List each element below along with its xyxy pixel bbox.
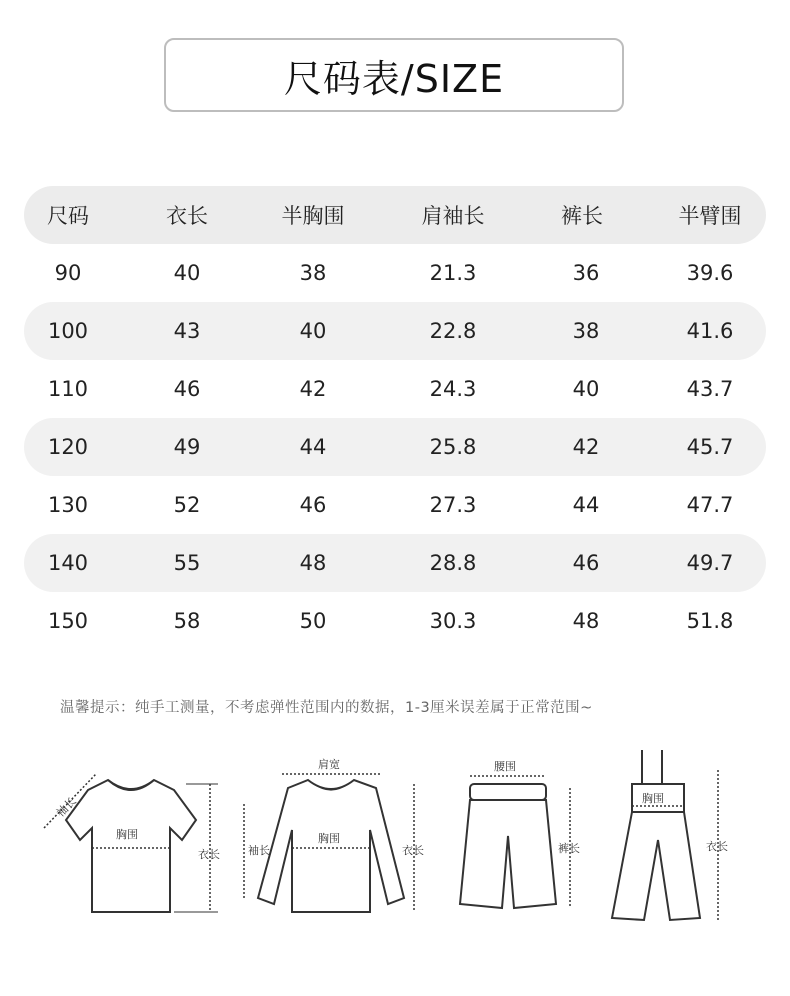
table-row xyxy=(24,302,766,360)
header-pants-length: 裤长 xyxy=(561,204,603,228)
table-row xyxy=(24,360,766,418)
size-table xyxy=(24,186,766,650)
header-half-chest: 半胸围 xyxy=(281,204,345,228)
cell-size: 140 xyxy=(47,551,89,575)
cell-half-arm: 49.7 xyxy=(686,551,734,575)
cell-size: 100 xyxy=(47,319,89,343)
cell-pants-length: 42 xyxy=(572,435,600,459)
cell-shoulder-sleeve: 27.3 xyxy=(429,493,477,517)
cell-shoulder-sleeve: 24.3 xyxy=(429,377,477,401)
title-box xyxy=(164,38,624,112)
table-row xyxy=(24,244,766,302)
pants-length-label: 裤长 xyxy=(558,842,580,855)
cell-length: 55 xyxy=(173,551,201,575)
sweater-illustration xyxy=(236,740,426,930)
cell-length: 46 xyxy=(173,377,201,401)
cell-shoulder-sleeve: 21.3 xyxy=(429,261,477,285)
header-length: 衣长 xyxy=(166,204,208,228)
cell-half-arm: 43.7 xyxy=(686,377,734,401)
cell-half-chest: 48 xyxy=(299,551,327,575)
overalls-length-label: 衣长 xyxy=(706,840,728,853)
table-row xyxy=(24,534,766,592)
sweater-length-label: 衣长 xyxy=(402,844,424,857)
cell-half-chest: 42 xyxy=(299,377,327,401)
overalls-illustration xyxy=(600,740,750,930)
cell-half-chest: 50 xyxy=(299,609,327,633)
tshirt-illustration xyxy=(36,740,226,930)
cell-shoulder-sleeve: 28.8 xyxy=(429,551,477,575)
table-row xyxy=(24,418,766,476)
cell-half-arm: 47.7 xyxy=(686,493,734,517)
cell-size: 120 xyxy=(47,435,89,459)
tshirt-diagram xyxy=(36,740,226,930)
cell-pants-length: 40 xyxy=(572,377,600,401)
table-row xyxy=(24,592,766,650)
cell-length: 52 xyxy=(173,493,201,517)
cell-shoulder-sleeve: 25.8 xyxy=(429,435,477,459)
cell-pants-length: 36 xyxy=(572,261,600,285)
table-row xyxy=(24,476,766,534)
sweater-diagram xyxy=(236,740,426,930)
cell-half-arm: 45.7 xyxy=(686,435,734,459)
pants-waist-label: 腰围 xyxy=(494,760,516,773)
cell-shoulder-sleeve: 22.8 xyxy=(429,319,477,343)
cell-half-arm: 51.8 xyxy=(686,609,734,633)
cell-size: 150 xyxy=(47,609,89,633)
pants-diagram xyxy=(446,740,596,930)
header-shoulder-sleeve: 肩袖长 xyxy=(421,204,485,228)
cell-length: 43 xyxy=(173,319,201,343)
cell-half-arm: 39.6 xyxy=(686,261,734,285)
cell-length: 58 xyxy=(173,609,201,633)
cell-half-chest: 46 xyxy=(299,493,327,517)
cell-half-chest: 38 xyxy=(299,261,327,285)
cell-half-chest: 40 xyxy=(299,319,327,343)
page-title: 尺码表/SIZE xyxy=(283,56,505,101)
cell-pants-length: 38 xyxy=(572,319,600,343)
overalls-diagram xyxy=(600,740,750,930)
tshirt-sleeve-label: 袖长 xyxy=(54,794,79,820)
header-half-arm: 半臂围 xyxy=(678,204,742,228)
cell-pants-length: 46 xyxy=(572,551,600,575)
header-size: 尺码 xyxy=(47,204,89,228)
cell-shoulder-sleeve: 30.3 xyxy=(429,609,477,633)
cell-length: 49 xyxy=(173,435,201,459)
measurement-note: 温馨提示：纯手工测量，不考虑弹性范围内的数据，1-3厘米误差属于正常范围~ xyxy=(60,700,593,716)
cell-size: 130 xyxy=(47,493,89,517)
pants-illustration xyxy=(446,740,596,930)
cell-size: 110 xyxy=(47,377,89,401)
overalls-chest-label: 胸围 xyxy=(642,792,664,805)
sweater-sleeve-label: 袖长 xyxy=(248,844,270,857)
sweater-shoulder-label: 肩宽 xyxy=(318,758,340,771)
cell-half-chest: 44 xyxy=(299,435,327,459)
cell-pants-length: 44 xyxy=(572,493,600,517)
cell-size: 90 xyxy=(54,261,82,285)
table-header-row xyxy=(24,186,766,244)
cell-half-arm: 41.6 xyxy=(686,319,734,343)
tshirt-chest-label: 胸围 xyxy=(116,828,138,841)
cell-pants-length: 48 xyxy=(572,609,600,633)
cell-length: 40 xyxy=(173,261,201,285)
tshirt-length-label: 衣长 xyxy=(198,848,220,861)
sweater-chest-label: 胸围 xyxy=(318,832,340,845)
